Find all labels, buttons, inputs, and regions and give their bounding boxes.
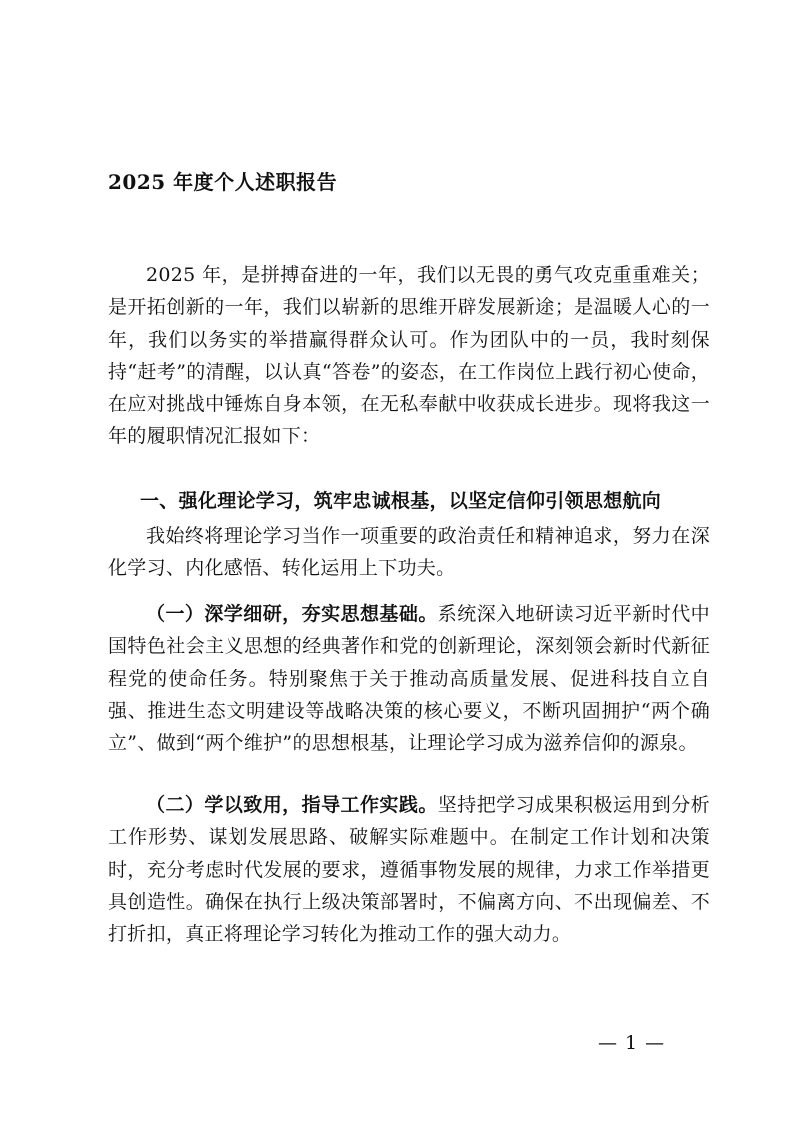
page-number: — 1 — [598, 1032, 666, 1054]
subsection-2-paragraph [108, 789, 710, 950]
subsection-2-lead: （二）学以致用，指导工作实践。 [146, 794, 438, 816]
subsection-1-text: 系统深入地研读习近平新时代中国特色社会主义思想的经典著作和党的创新理论，深刻领会新时代新征程党的使命任务。特别聚焦于关于推动高质量发展、促进科技自立自强、推进生态文明建设等战略决策的核心要义，不断巩固拥护“两个确立”、做到“两个维护”的思想根基，让理论学习成为滋养信仰的源泉。 [108, 603, 710, 755]
intro-paragraph: 2025 年，是拼搏奋进的一年，我们以无畏的勇气攻克重重难关；是开拓创新的一年，我们以崭新的思维开辟发展新途；是温暖人心的一年，我们以务实的举措赢得群众认可。作为团队中的一员，我时刻保持“赶考”的清醒，以认真“答卷”的姿态，在工作岗位上践行初心使命，在应对挑战中锤炼自身本领，在无私奉献中收获成长进步。现将我这一年的履职情况汇报如下： [108, 264, 710, 448]
subsection-1-lead: （一）深学细研，夯实思想基础。 [146, 603, 438, 625]
section-1-heading: 一、强化理论学习，筑牢忠诚根基，以坚定信仰引领思想航向 [140, 490, 662, 512]
section-1-summary: 我始终将理论学习当作一项重要的政治责任和精神追求，努力在深化学习、内化感悟、转化运用上下功夫。 [108, 525, 710, 580]
subsection-1-paragraph [108, 598, 710, 759]
subsection-2-text: 坚持把学习成果积极运用到分析工作形势、谋划发展思路、破解实际难题中。在制定工作计划和决策时，充分考虑时代发展的要求，遵循事物发展的规律，力求工作举措更具创造性。确保在执行上级决策部署时，不偏离方向、不出现偏差、不打折扣，真正将理论学习转化为推动工作的强大动力。 [108, 794, 710, 946]
document-title: 2025 年度个人述职报告 [108, 170, 338, 194]
